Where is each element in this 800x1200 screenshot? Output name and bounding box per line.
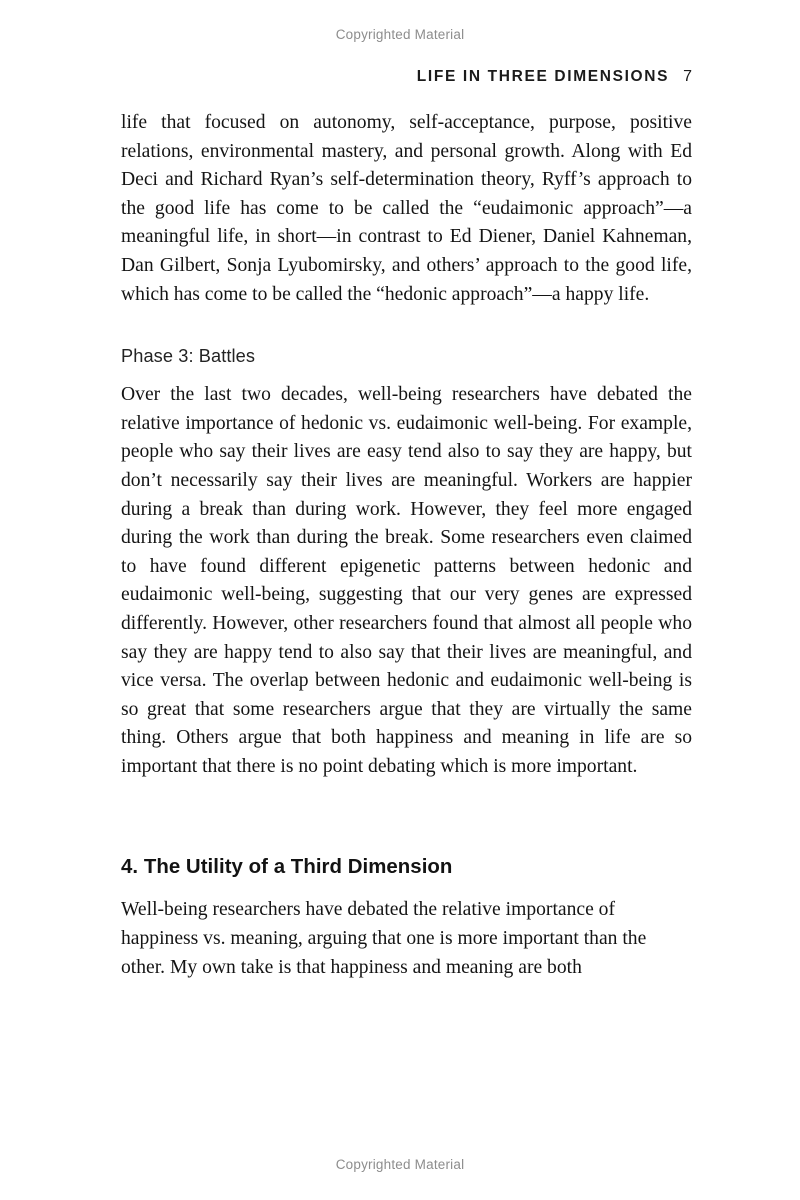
watermark-top: Copyrighted Material xyxy=(335,27,465,42)
paragraph-continuation: life that focused on autonomy, self-acceptance, purpose, positive relations, environmental mastery, and personal growth. Along with Ed Deci and Richard Ryan’s self-determination theory, Ryff’s approach to the good life has come to be called the “eudaimonic approach”—a meaningful life, in short—in contrast to Ed Diener, Daniel Kahneman, Dan Gilbert, Sonja Lyubomirsky, and others’ approach to the good life, which has come to be called the “hedonic approach”—a happy life. xyxy=(121,112,692,305)
paragraph-battles-body: Over the last two decades, well-being researchers have debated the relative importance of hedonic vs. eudaimonic well-being. For example, people who say their lives are easy tend also to say they are happy, but don’t necessarily say their lives are meaningful. Workers are happier during a break than during work. However, they feel more engaged during the work than during the break. Some researchers even claimed to have found different epigenetic patterns between hedonic and eudaimonic well-being, suggesting that our very genes are expressed differently. However, other researchers found that almost all people who say they are happy tend to also say that their lives are meaningful, and vice versa. The overlap between hedonic and eudaimonic well-being is so great that some researchers argue that they are virtually the same thing. Others argue that both happiness and meaning in life are so important that there is no point debating which is more important. xyxy=(121,384,692,777)
text-column xyxy=(121,109,692,982)
subhead-phase-3-battles: Phase 3: Battles xyxy=(121,346,256,367)
spacer-after-subhead xyxy=(121,368,692,381)
section-heading-utility-third-dimension: 4. The Utility of a Third Dimension xyxy=(121,856,453,879)
running-head-title: LIFE IN THREE DIMENSIONS xyxy=(416,68,670,85)
running-head xyxy=(121,68,692,86)
spacer-after-section-head xyxy=(121,880,692,896)
spacer-before-subhead xyxy=(121,309,692,344)
spacer-before-section-head xyxy=(121,781,692,854)
watermark-bottom: Copyrighted Material xyxy=(335,1157,465,1172)
page-number: 7 xyxy=(683,68,692,85)
paragraph-third-dimension-intro: Well-being researchers have debated the relative importance of happiness vs. meaning, arguing that one is more important than the other. My own take is that happiness and meaning are both xyxy=(121,899,647,978)
